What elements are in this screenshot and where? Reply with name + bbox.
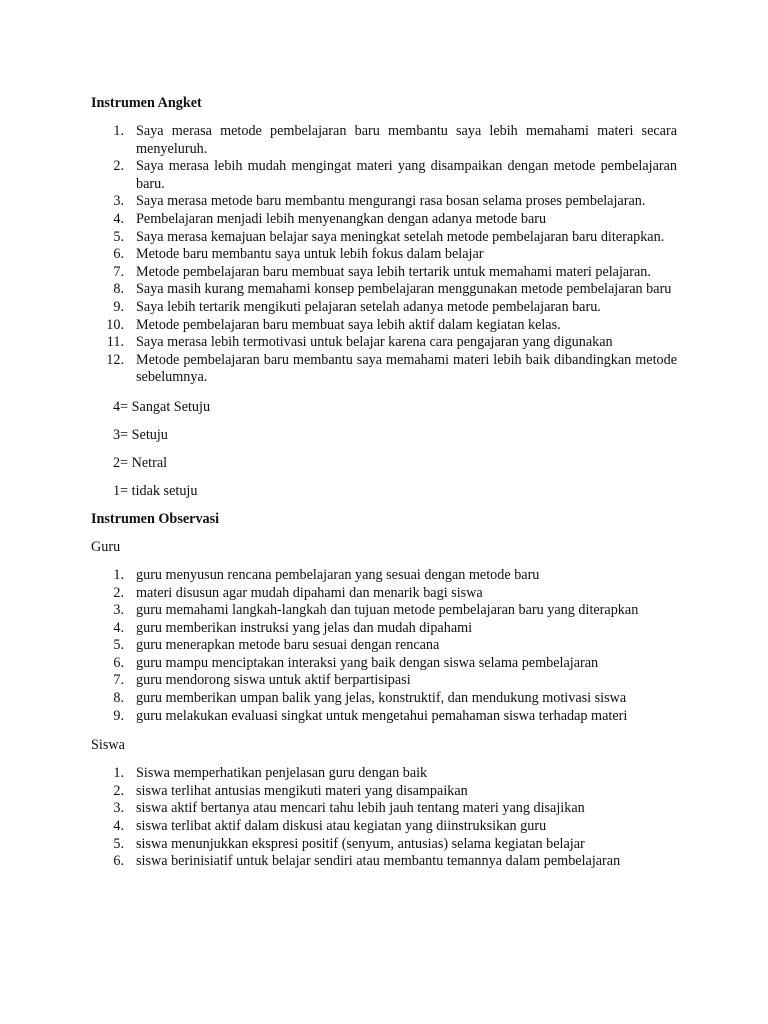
item-number: 5. [113, 637, 124, 654]
item-number: 8. [113, 281, 124, 298]
list-item [91, 800, 677, 818]
list-item [91, 317, 677, 335]
item-number: 4. [113, 210, 124, 227]
item-text: siswa berinisiatif untuk belajar sendiri atau membantu temannya dalam pembelajaran [136, 853, 621, 870]
observasi-heading: Instrumen Observasi [91, 510, 220, 527]
item-text: Saya merasa lebih termotivasi untuk belajar karena cara pengajaran yang digunakan [136, 334, 613, 351]
item-number: 6. [113, 246, 124, 263]
scale-item: 3= Setuju [113, 426, 168, 443]
item-text: Siswa memperhatikan penjelasan guru dengan baik [136, 765, 428, 782]
item-text: guru mendorong siswa untuk aktif berpartisipasi [136, 672, 411, 689]
item-number: 7. [113, 672, 124, 689]
scale-item: 4= Sangat Setuju [113, 398, 211, 415]
angket-list [91, 123, 677, 387]
item-text: siswa terlibat aktif dalam diskusi atau kegiatan yang diinstruksikan guru [136, 818, 547, 835]
item-number: 12. [106, 351, 124, 368]
list-item [91, 352, 677, 387]
scale-item: 1= tidak setuju [113, 482, 198, 499]
item-text: siswa terlihat antusias mengikuti materi yang disampaikan [136, 782, 468, 799]
list-item [91, 158, 677, 193]
item-text: Saya merasa lebih mudah mengingat materi yang disampaikan dengan metode pembelajaran baru. [136, 158, 677, 192]
item-number: 11. [106, 334, 124, 351]
item-number: 3. [113, 193, 124, 210]
siswa-list [91, 765, 677, 871]
item-number: 2. [113, 158, 124, 175]
item-text: Metode pembelajaran baru membuat saya lebih tertarik untuk memahami materi pelajaran. [136, 263, 651, 280]
item-number: 9. [113, 707, 124, 724]
list-item [91, 765, 677, 783]
item-number: 5. [113, 228, 124, 245]
list-item [91, 123, 677, 158]
item-number: 2. [113, 584, 124, 601]
list-item [91, 193, 677, 211]
list-item [91, 655, 677, 673]
guru-label: Guru [91, 538, 121, 555]
list-item [91, 602, 677, 620]
item-text: Saya merasa metode pembelajaran baru membantu saya lebih memahami materi secara menyeluruh. [136, 123, 677, 157]
list-item [91, 567, 677, 585]
item-number: 4. [113, 818, 124, 835]
item-number: 7. [113, 263, 124, 280]
item-text: Metode pembelajaran baru membantu saya memahami materi lebih baik dibandingkan metode sebelumnya. [136, 351, 677, 386]
list-item [91, 281, 677, 299]
list-item [91, 334, 677, 352]
document-page [91, 94, 677, 871]
item-text: Saya merasa kemajuan belajar saya meningkat setelah metode pembelajaran baru diterapkan. [136, 228, 665, 245]
list-item [91, 211, 677, 229]
item-text: guru menerapkan metode baru sesuai dengan rencana [136, 637, 440, 654]
item-number: 6. [113, 654, 124, 671]
item-text: guru mampu menciptakan interaksi yang baik dengan siswa selama pembelajaran [136, 654, 599, 671]
item-number: 1. [113, 566, 124, 583]
item-number: 5. [113, 835, 124, 852]
item-text: guru melakukan evaluasi singkat untuk mengetahui pemahaman siswa terhadap materi [136, 707, 628, 724]
list-item [91, 264, 677, 282]
item-text: Pembelajaran menjadi lebih menyenangkan dengan adanya metode baru [136, 210, 547, 227]
list-item [91, 585, 677, 603]
list-item [91, 690, 677, 708]
item-text: Saya masih kurang memahami konsep pembelajaran menggunakan metode pembelajaran baru [136, 281, 672, 298]
list-item [91, 783, 677, 801]
item-number: 3. [113, 602, 124, 619]
item-number: 1. [113, 765, 124, 782]
item-number: 3. [113, 800, 124, 817]
item-number: 8. [113, 690, 124, 707]
rating-scale [91, 398, 677, 500]
item-number: 4. [113, 619, 124, 636]
list-item [91, 637, 677, 655]
item-text: guru memahami langkah-langkah dan tujuan metode pembelajaran baru yang diterapkan [136, 602, 639, 619]
item-number: 10. [106, 316, 124, 333]
list-item [91, 246, 677, 264]
item-text: guru menyusun rencana pembelajaran yang sesuai dengan metode baru [136, 566, 540, 583]
item-text: materi disusun agar mudah dipahami dan menarik bagi siswa [136, 584, 483, 601]
list-item [91, 853, 677, 871]
item-text: Metode pembelajaran baru membuat saya lebih aktif dalam kegiatan kelas. [136, 316, 561, 333]
list-item [91, 818, 677, 836]
list-item [91, 672, 677, 690]
item-text: Saya merasa metode baru membantu mengurangi rasa bosan selama proses pembelajaran. [136, 193, 646, 210]
item-text: guru memberikan umpan balik yang jelas, konstruktif, dan mendukung motivasi siswa [136, 690, 627, 707]
siswa-label: Siswa [91, 737, 125, 754]
item-number: 1. [113, 123, 124, 139]
item-number: 6. [113, 853, 124, 870]
item-text: Saya lebih tertarik mengikuti pelajaran setelah adanya metode pembelajaran baru. [136, 298, 601, 315]
list-item [91, 708, 677, 726]
angket-heading: Instrumen Angket [91, 95, 202, 111]
item-text: Metode baru membantu saya untuk lebih fokus dalam belajar [136, 246, 484, 263]
item-text: guru memberikan instruksi yang jelas dan mudah dipahami [136, 619, 473, 636]
guru-list [91, 567, 677, 725]
list-item [91, 836, 677, 854]
item-text: siswa menunjukkan ekspresi positif (senyum, antusias) selama kegiatan belajar [136, 835, 585, 852]
item-text: siswa aktif bertanya atau mencari tahu lebih jauh tentang materi yang disajikan [136, 800, 585, 817]
list-item [91, 229, 677, 247]
scale-item: 2= Netral [113, 454, 168, 471]
item-number: 9. [113, 298, 124, 315]
list-item [91, 299, 677, 317]
item-number: 2. [113, 782, 124, 799]
list-item [91, 620, 677, 638]
